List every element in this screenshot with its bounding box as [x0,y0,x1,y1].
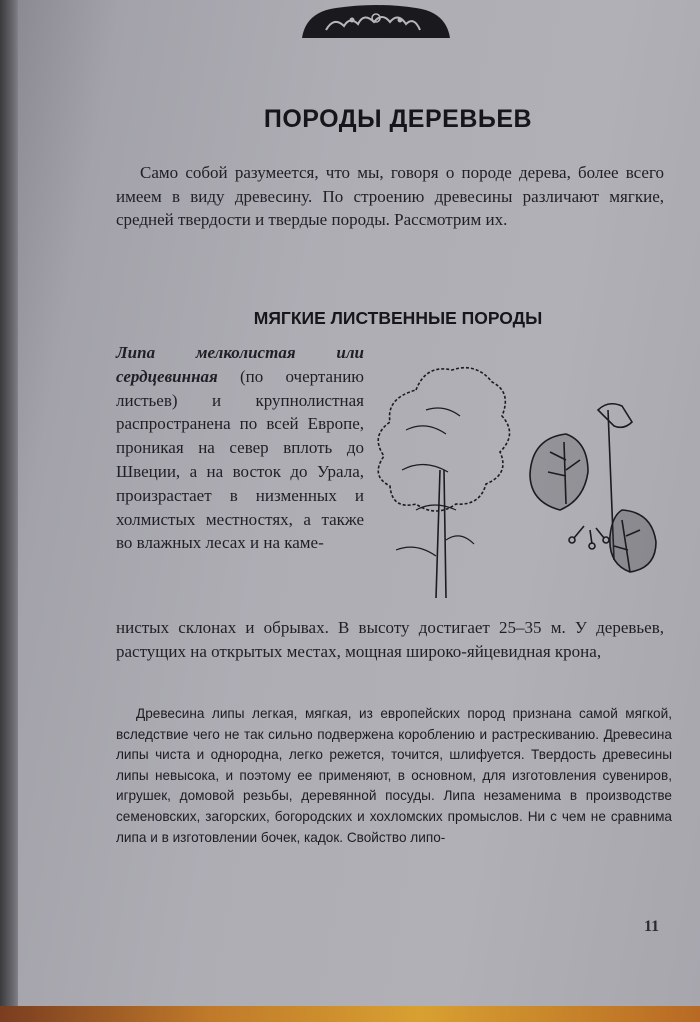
page-bottom-edge [0,1006,700,1022]
section-heading: МЯГКИЕ ЛИСТВЕННЫЕ ПОРОДЫ [253,308,543,328]
linden-paragraph-continued: нистых склонах и обрывах. В высоту достигает 25–35 м. У деревьев, растущих на открытых местах, мощная широко-яйцевидная крона, [116,618,664,661]
linden-text-part1: (по очертанию листьев) и крупнолистная распространена по всей Европе, проникая на север вплоть до Швеции, а на восток до Урала, произрастает в низменных и холмистых местностях, а также во влажных лесах и на каме- [116,366,364,553]
book-spine-shadow [0,0,20,1022]
page-number: 11 [644,918,660,935]
intro-paragraph: Само собой разумеется, что мы, говоря о породе дерева, более всего имеем в виду древесину. По строению древесины различают мягкие, средней твердости и твердые породы. Рассмотрим их. [116,163,664,229]
header-ornament-icon [296,4,456,38]
body-paragraph: Древесина липы легкая, мягкая, из европейских пород признана самой мягкой, вследствие чего не так сильно подвержена короблению и растрескиванию. Древесина липы чиста и однородна, легко режется, точится, шлифуется. Твердость древесины липы невысока, и поэтому ее применяют, в основном, для изготовления сувениров, игрушек, домовой резьбы, деревянной посуды. Липа незаменима в производстве семеновских, загорских, богородских и хохломских промыслов. Ни с чем не сравнима липа и в изготовлении бочек, кадок. Свойство липо- [116,706,672,845]
page-title: ПОРОДЫ ДЕРЕВЬЕВ [263,105,533,133]
linden-term: Липа мелколистая или сердцевинная [116,343,364,386]
linden-paragraph [116,341,364,555]
linden-illustration [376,350,666,600]
linden-leaf-icon [530,404,656,572]
book-page [18,0,700,1008]
linden-tree-icon [378,368,509,598]
